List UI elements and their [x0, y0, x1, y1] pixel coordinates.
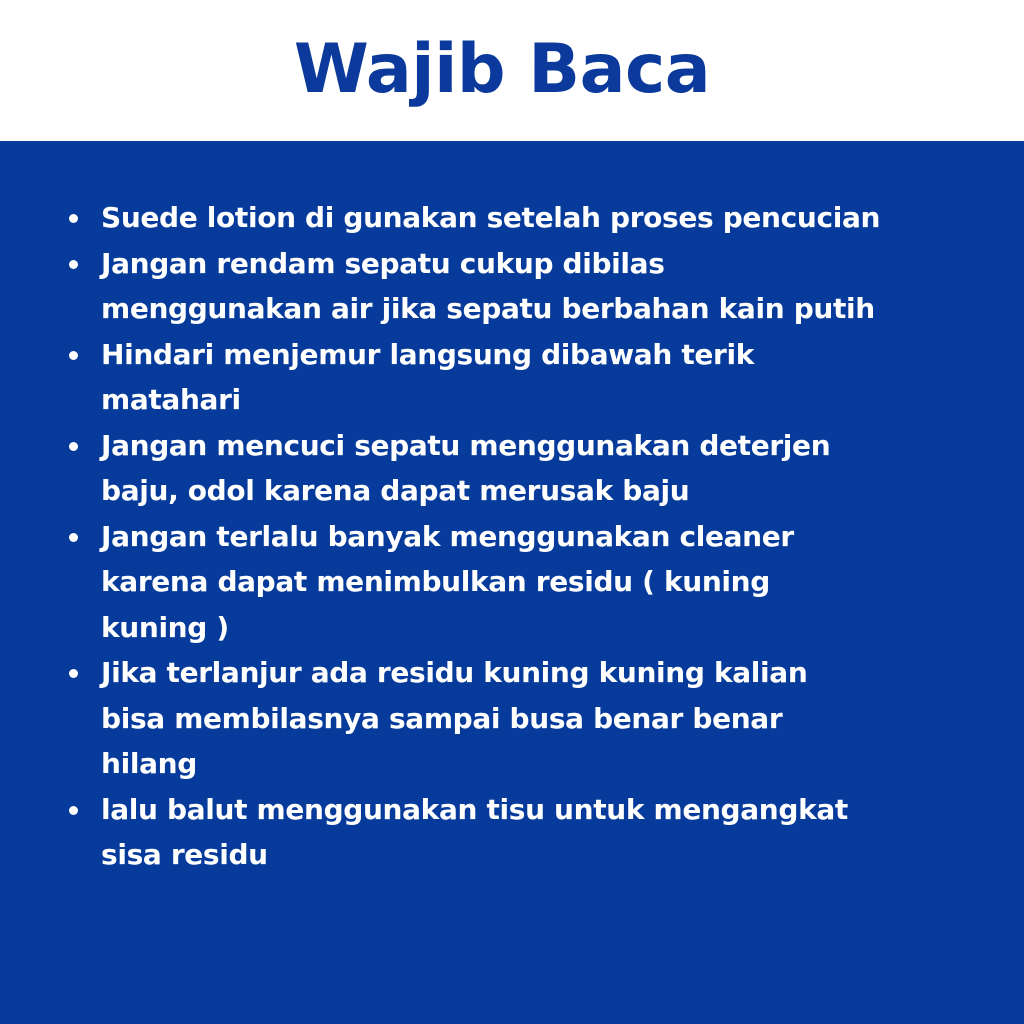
bullet-icon	[69, 669, 78, 678]
tips-list	[0, 195, 880, 878]
list-item	[0, 650, 880, 787]
list-item	[0, 787, 880, 878]
bullet-icon	[69, 442, 78, 451]
list-item	[0, 423, 880, 514]
list-item-text: lalu balut menggunakan tisu untuk mengangkat sisa residu	[101, 792, 848, 871]
bullet-icon	[69, 260, 78, 269]
page-title: Wajib Baca	[293, 30, 711, 109]
list-item	[0, 332, 880, 423]
list-item-text: Jangan terlalu banyak menggunakan cleaner karena dapat menimbulkan residu ( kuning kuning )	[101, 519, 794, 644]
list-item-text: Jangan rendam sepatu cukup dibilas menggunakan air jika sepatu berbahan kain putih	[101, 246, 875, 325]
list-item-text: Jangan mencuci sepatu menggunakan deterjen baju, odol karena dapat merusak baju	[101, 428, 831, 507]
list-item	[0, 195, 880, 241]
list-item	[0, 241, 880, 332]
bullet-icon	[69, 533, 78, 542]
header	[0, 0, 1024, 141]
list-item	[0, 514, 880, 651]
list-item-text: Hindari menjemur langsung dibawah terik matahari	[101, 337, 754, 416]
bullet-icon	[69, 806, 78, 815]
bullet-icon	[69, 214, 78, 223]
list-item-text: Suede lotion di gunakan setelah proses pencucian	[101, 201, 881, 234]
bullet-icon	[69, 351, 78, 360]
list-item-text: Jika terlanjur ada residu kuning kuning kalian bisa membilasnya sampai busa benar benar hilang	[101, 656, 808, 780]
tips-panel	[0, 141, 1024, 1024]
